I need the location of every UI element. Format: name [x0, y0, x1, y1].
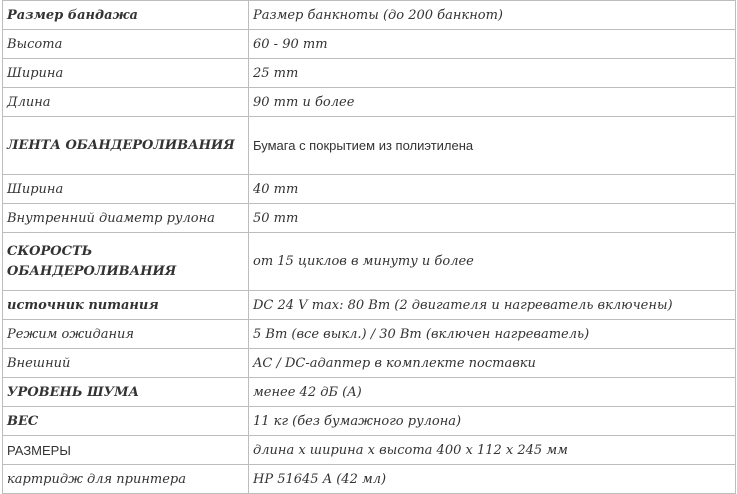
spec-value: 40 mm — [249, 175, 736, 204]
spec-label: картридж для принтера — [3, 465, 249, 494]
spec-value: 25 mm — [249, 59, 736, 88]
spec-label: источник питания — [3, 291, 249, 320]
spec-label: РАЗМЕРЫ — [3, 436, 249, 465]
table-row — [3, 59, 736, 88]
spec-value: 11 кг (без бумажного рулона) — [249, 407, 736, 436]
spec-label: Режим ожидания — [3, 320, 249, 349]
table-row — [3, 436, 736, 465]
spec-value: 50 mm — [249, 204, 736, 233]
table-row — [3, 117, 736, 175]
spec-value: AC / DC-адаптер в комплекте поставки — [249, 349, 736, 378]
spec-label: Внешний — [3, 349, 249, 378]
spec-value: менее 42 дБ (A) — [249, 378, 736, 407]
spec-value: Размер банкноты (до 200 банкнот) — [249, 1, 736, 30]
spec-label: Ширина — [3, 175, 249, 204]
table-row — [3, 175, 736, 204]
spec-value: 90 mm и более — [249, 88, 736, 117]
spec-value: длина x ширина x высота 400 x 112 x 245 мм — [249, 436, 736, 465]
spec-label: Ширина — [3, 59, 249, 88]
table-row — [3, 378, 736, 407]
spec-label: Длина — [3, 88, 249, 117]
table-row — [3, 465, 736, 494]
table-row — [3, 30, 736, 59]
spec-value: 60 - 90 mm — [249, 30, 736, 59]
table-row — [3, 349, 736, 378]
spec-label: УРОВЕНЬ ШУМА — [3, 378, 249, 407]
spec-value: от 15 циклов в минуту и более — [249, 233, 736, 291]
spec-label: СКОРОСТЬ ОБАНДЕРОЛИВАНИЯ — [3, 233, 249, 291]
spec-label: Внутренний диаметр рулона — [3, 204, 249, 233]
spec-table — [2, 0, 736, 494]
table-row — [3, 1, 736, 30]
spec-value: 5 Вт (все выкл.) / 30 Вт (включен нагреватель) — [249, 320, 736, 349]
table-row — [3, 291, 736, 320]
spec-label: ЛЕНТА ОБАНДЕРОЛИВАНИЯ — [3, 117, 249, 175]
spec-value: HP 51645 A (42 мл) — [249, 465, 736, 494]
table-row — [3, 204, 736, 233]
spec-value: DC 24 V max: 80 Вт (2 двигателя и нагреватель включены) — [249, 291, 736, 320]
spec-label: Высота — [3, 30, 249, 59]
table-row — [3, 407, 736, 436]
spec-label: ВЕС — [3, 407, 249, 436]
table-row — [3, 320, 736, 349]
spec-value: Бумага с покрытием из полиэтилена — [249, 117, 736, 175]
table-row — [3, 88, 736, 117]
spec-label: Размер бандажа — [3, 1, 249, 30]
table-row — [3, 233, 736, 291]
